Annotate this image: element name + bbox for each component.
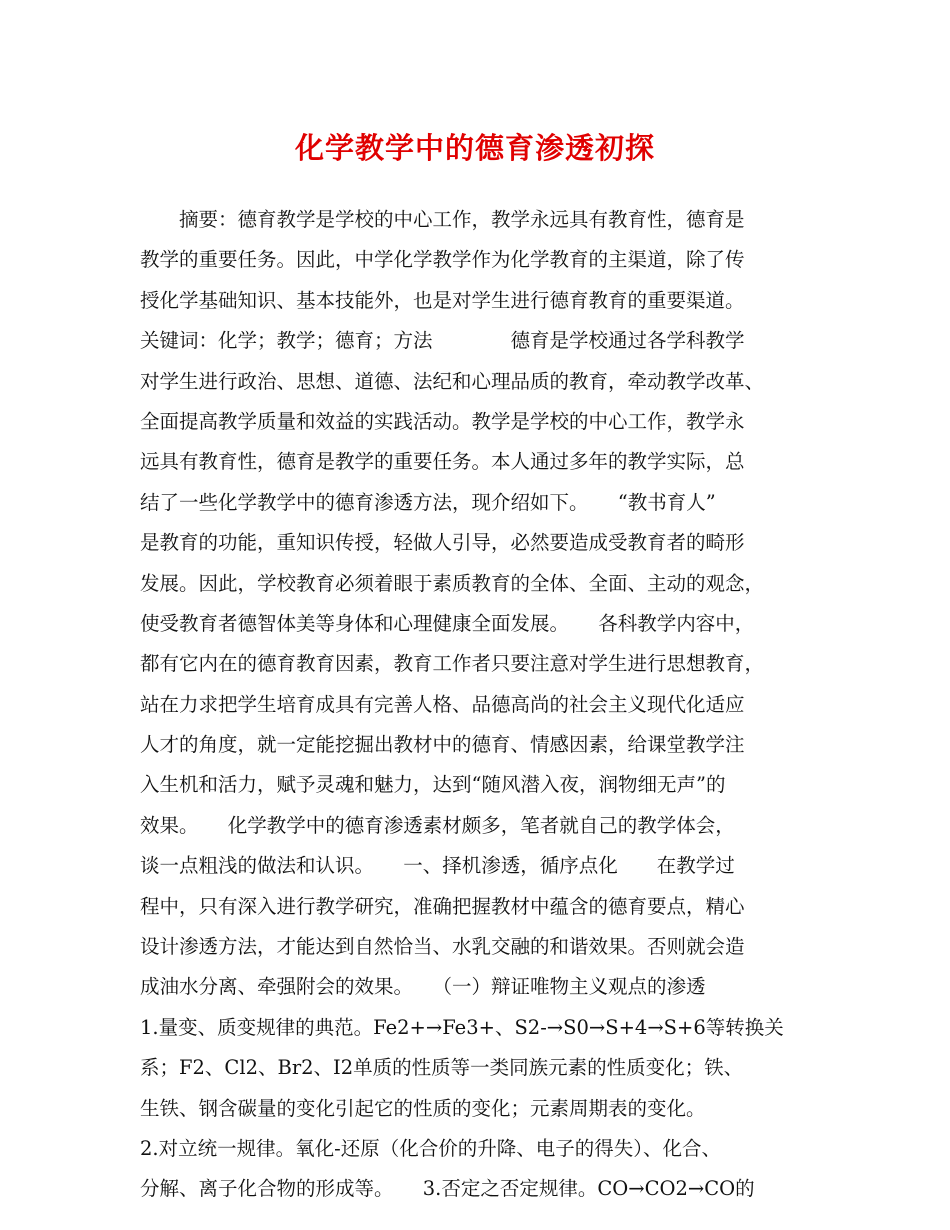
body-line: 1.量变、质变规律的典范。Fe2+→Fe3+、S2-→S0→S+4→S+6等转换关 — [140, 1015, 784, 1039]
body-line: 发展。因此，学校教育必须着眼于素质教育的全体、全面、主动的观念， — [140, 571, 765, 595]
body-line: 都有它内在的德育教育因素，教育工作者只要注意对学生进行思想教育， — [140, 652, 765, 676]
body-line: 2.对立统一规律。氧化-还原（化合价的升降、电子的得失）、化合、 — [140, 1136, 721, 1160]
body-line: 入生机和活力，赋予灵魂和魅力，达到“随风潜入夜，润物细无声”的 — [140, 773, 726, 797]
body-line: 摘要：德育教学是学校的中心工作，教学永远具有教育性，德育是 — [140, 208, 745, 231]
document-body — [140, 200, 825, 1210]
body-line: 全面提高教学质量和效益的实践活动。教学是学校的中心工作，教学永 — [140, 409, 745, 433]
document-title: 化学教学中的德育渗透初探 — [294, 131, 655, 165]
body-line: 结了一些化学教学中的德育渗透方法，现介绍如下。 “教书育人” — [140, 490, 716, 514]
body-line: 谈一点粗浅的做法和认识。 一、择机渗透，循序点化 在教学过 — [140, 854, 735, 878]
body-line: 效果。 化学教学中的德育渗透素材颇多，笔者就自己的教学体会， — [140, 813, 735, 837]
body-line: 对学生进行政治、思想、道德、法纪和心理品质的教育，牵动教学改革、 — [140, 369, 765, 393]
body-line: 教学的重要任务。因此，中学化学教学作为化学教育的主渠道，除了传 — [140, 248, 745, 272]
body-line: 人才的角度，就一定能挖掘出教材中的德育、情感因素，给课堂教学注 — [140, 733, 745, 757]
body-line: 生铁、钢含碳量的变化引起它的性质的变化；元素周期表的变化。 — [140, 1096, 706, 1120]
body-line: 站在力求把学生培育成具有完善人格、品德高尚的社会主义现代化适应 — [140, 692, 745, 716]
body-line: 使受教育者德智体美等身体和心理健康全面发展。 各科教学内容中， — [140, 611, 755, 635]
body-line: 系；F2、Cl2、Br2、I2单质的性质等一类同族元素的性质变化；铁、 — [140, 1056, 744, 1080]
body-line: 是教育的功能，重知识传授，轻做人引导，必然要造成受教育者的畸形 — [140, 531, 745, 555]
body-line: 设计渗透方法，才能达到自然恰当、水乳交融的和谐效果。否则就会造 — [140, 935, 745, 959]
body-line: 授化学基础知识、基本技能外，也是对学生进行德育教育的重要渠道。 — [140, 288, 745, 312]
body-line: 分解、离子化合物的形成等。 3.否定之否定规律。CO→CO2→CO的 — [140, 1177, 755, 1201]
body-line: 程中，只有深入进行教学研究，准确把握教材中蕴含的德育要点，精心 — [140, 894, 745, 918]
body-line: 关键词：化学；教学；德育；方法 德育是学校通过各学科教学 — [140, 329, 745, 353]
body-line: 远具有教育性，德育是教学的重要任务。本人通过多年的教学实际，总 — [140, 450, 745, 474]
body-line: 成油水分离、牵强附会的效果。 （一）辩证唯物主义观点的渗透 — [140, 975, 706, 999]
